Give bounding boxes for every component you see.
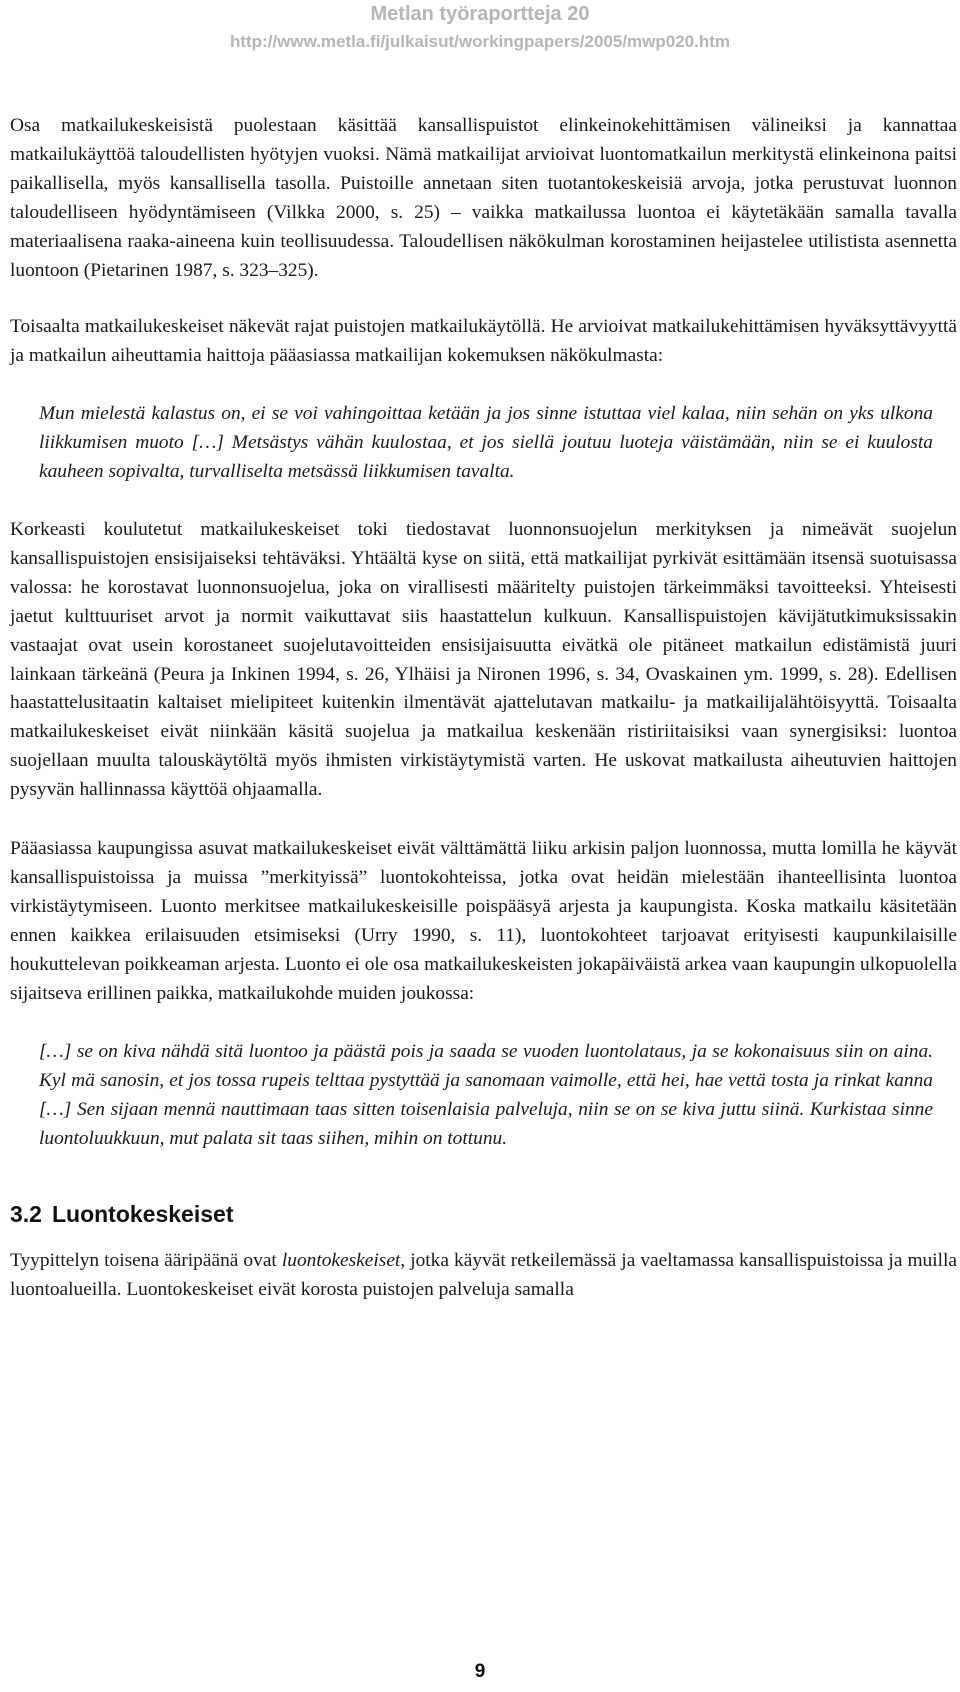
paragraph-1: Osa matkailukeskeisistä puolestaan käsittää kansallispuistot elinkeinokehittämisen välineiksi ja kannattaa matkailukäyttöä taloudellisten hyötyjen vuoksi. Nämä matkailijat arvioivat luontomatkailun merkitystä elinkeinona paitsi paikallisella, myös kansallisella tasolla. Puistoille annetaan siten tuotantokeskeisiä arvoja, jotka perustuvat luonnon taloudelliseen hyödyntämiseen (Vilkka 2000, s. 25) – vaikka matkailussa luontoa ei käytetäkään samalla tavalla materiaalisena raaka-aineena kuin teollisuudessa. Taloudellisen näkökulman korostaminen heijastelee utilistista asennetta luontoon (Pietarinen 1987, s. 323–325). [10, 115, 957, 281]
section-heading [10, 1200, 957, 1228]
paragraph-5-rest: , jotka käyvät retkeilemässä ja vaeltamassa kansallispuistoissa ja muilla luontoalueilla. Luontokeskeiset eivät korosta puistojen palveluja samalla [10, 1250, 958, 1300]
header-url[interactable]: http://www.metla.fi/julkaisut/workingpapers/2005/mwp020.htm [229, 32, 731, 51]
series-title: Metlan työraportteja 20 [370, 3, 590, 25]
section-number: 3.2 [10, 1201, 42, 1228]
paragraph-5-start: Tyypittelyn toisena ääripäänä ovat [10, 1250, 282, 1272]
italic-term: luontokeskeiset [281, 1250, 401, 1272]
paragraph-3: Korkeasti koulutetut matkailukeskeiset toki tiedostavat luonnonsuojelun merkityksen ja nimeävät suojelun kansallispuistojen ensisijaiseksi tehtäväksi. Yhtäältä kyse on siitä, että matkailijat pyrkivät esittämään itsensä suotuisassa valossa: he korostavat luonnonsuojelua, joka on virallisesti määritelty puistojen tärkeimmäksi tavoitteeksi. Yhteisesti jaetut kulttuuriset arvot ja normit vaikuttavat siis haastattelun kulkuun. Kansallispuistojen kävijätutkimuksissakin vastaajat ovat usein korostaneet suojelutavoitteiden ensisijaisuutta eivätkä ole pitäneet matkailun edistämistä juuri lainkaan tärkeänä (Peura ja Inkinen 1994, s. 26, Ylhäisi ja Nironen 1996, s. 34, Ovaskainen ym. 1999, s. 28). Edellisen haastattelusitaatin kaltaiset mielipiteet kuitenkin ilmentävät ajattelutavan matkailu- ja matkailijalähtöisyyttä. Toisaalta matkailukeskeiset eivät niinkään käsitä suojelua ja matkailua keskenään ristiriitaisiksi vaan synergisiksi: luontoa suojellaan muulta talouskäytöltä myös ihmisten virkistäytymistä varten. He uskovat matkailusta aiheutuvien haittojen pysyvän hallinnassa käyttöä ohjaamalla. [10, 518, 957, 801]
document-body [10, 112, 957, 1305]
page-number: 9 [474, 1661, 486, 1682]
interview-quote-1: Mun mielestä kalastus on, ei se voi vahingoittaa ketään ja jos sinne istuttaa viel kalaa, niin sehän on yks ulkona liikkumisen muoto […] Metsästys vähän kuulostaa, et jos siellä joutuu luoteja väistämään, niin se ei kuulosta kauheen sopivalta, turvalliselta metsässä liikkumisen tavalta. [39, 403, 933, 483]
section-title: Luontokeskeiset [51, 1201, 234, 1228]
interview-quote-2: […] se on kiva nähdä sitä luontoo ja päästä pois ja saada se vuoden luontolataus, ja se kokonaisuus siin on aina. Kyl mä sanosin, et jos tossa rupeis telttaa pystyttää ja sanomaan vaimolle, että hei, hae vettä tosta ja rinkat kanna […] Sen sijaan mennä nauttimaan taas sitten toisenlaisia palveluja, niin se on se kiva juttu siinä. Kurkistaa sinne luontoluukkuun, mut palata sit taas siihen, mihin on tottunu. [39, 1041, 933, 1150]
paragraph-5 [10, 1247, 957, 1305]
paragraph-2: Toisaalta matkailukeskeiset näkevät rajat puistojen matkailukäytöllä. He arvioivat matkailukehittämisen hyväksyttävyyttä ja matkailun aiheuttamia haittoja pääasiassa matkailijan kokemuksen näkökulmasta: [10, 316, 957, 367]
paragraph-4: Pääasiassa kaupungissa asuvat matkailukeskeiset eivät välttämättä liiku arkisin paljon luonnossa, mutta lomilla he käyvät kansallispuistoissa ja muissa ”merkityissä” luontokohteissa, jotka ovat heidän mielestään ihanteellisinta luontoa virkistäytymiseen. Luonto merkitsee matkailukeskeisille poispääsyä arjesta ja kaupungista. Koska matkailu käsitetään ennen kaikkea erilaisuuden etsimiseksi (Urry 1990, s. 11), luontokohteet tarjoavat erityisesti kaupunkilaisille houkuttelevan poikkeaman arjesta. Luonto ei ole osa matkailukeskeisten jokapäiväistä arkea vaan kaupungin ulkopuolella sijaitseva erillinen paikka, matkailukohde muiden joukossa: [10, 838, 957, 1004]
